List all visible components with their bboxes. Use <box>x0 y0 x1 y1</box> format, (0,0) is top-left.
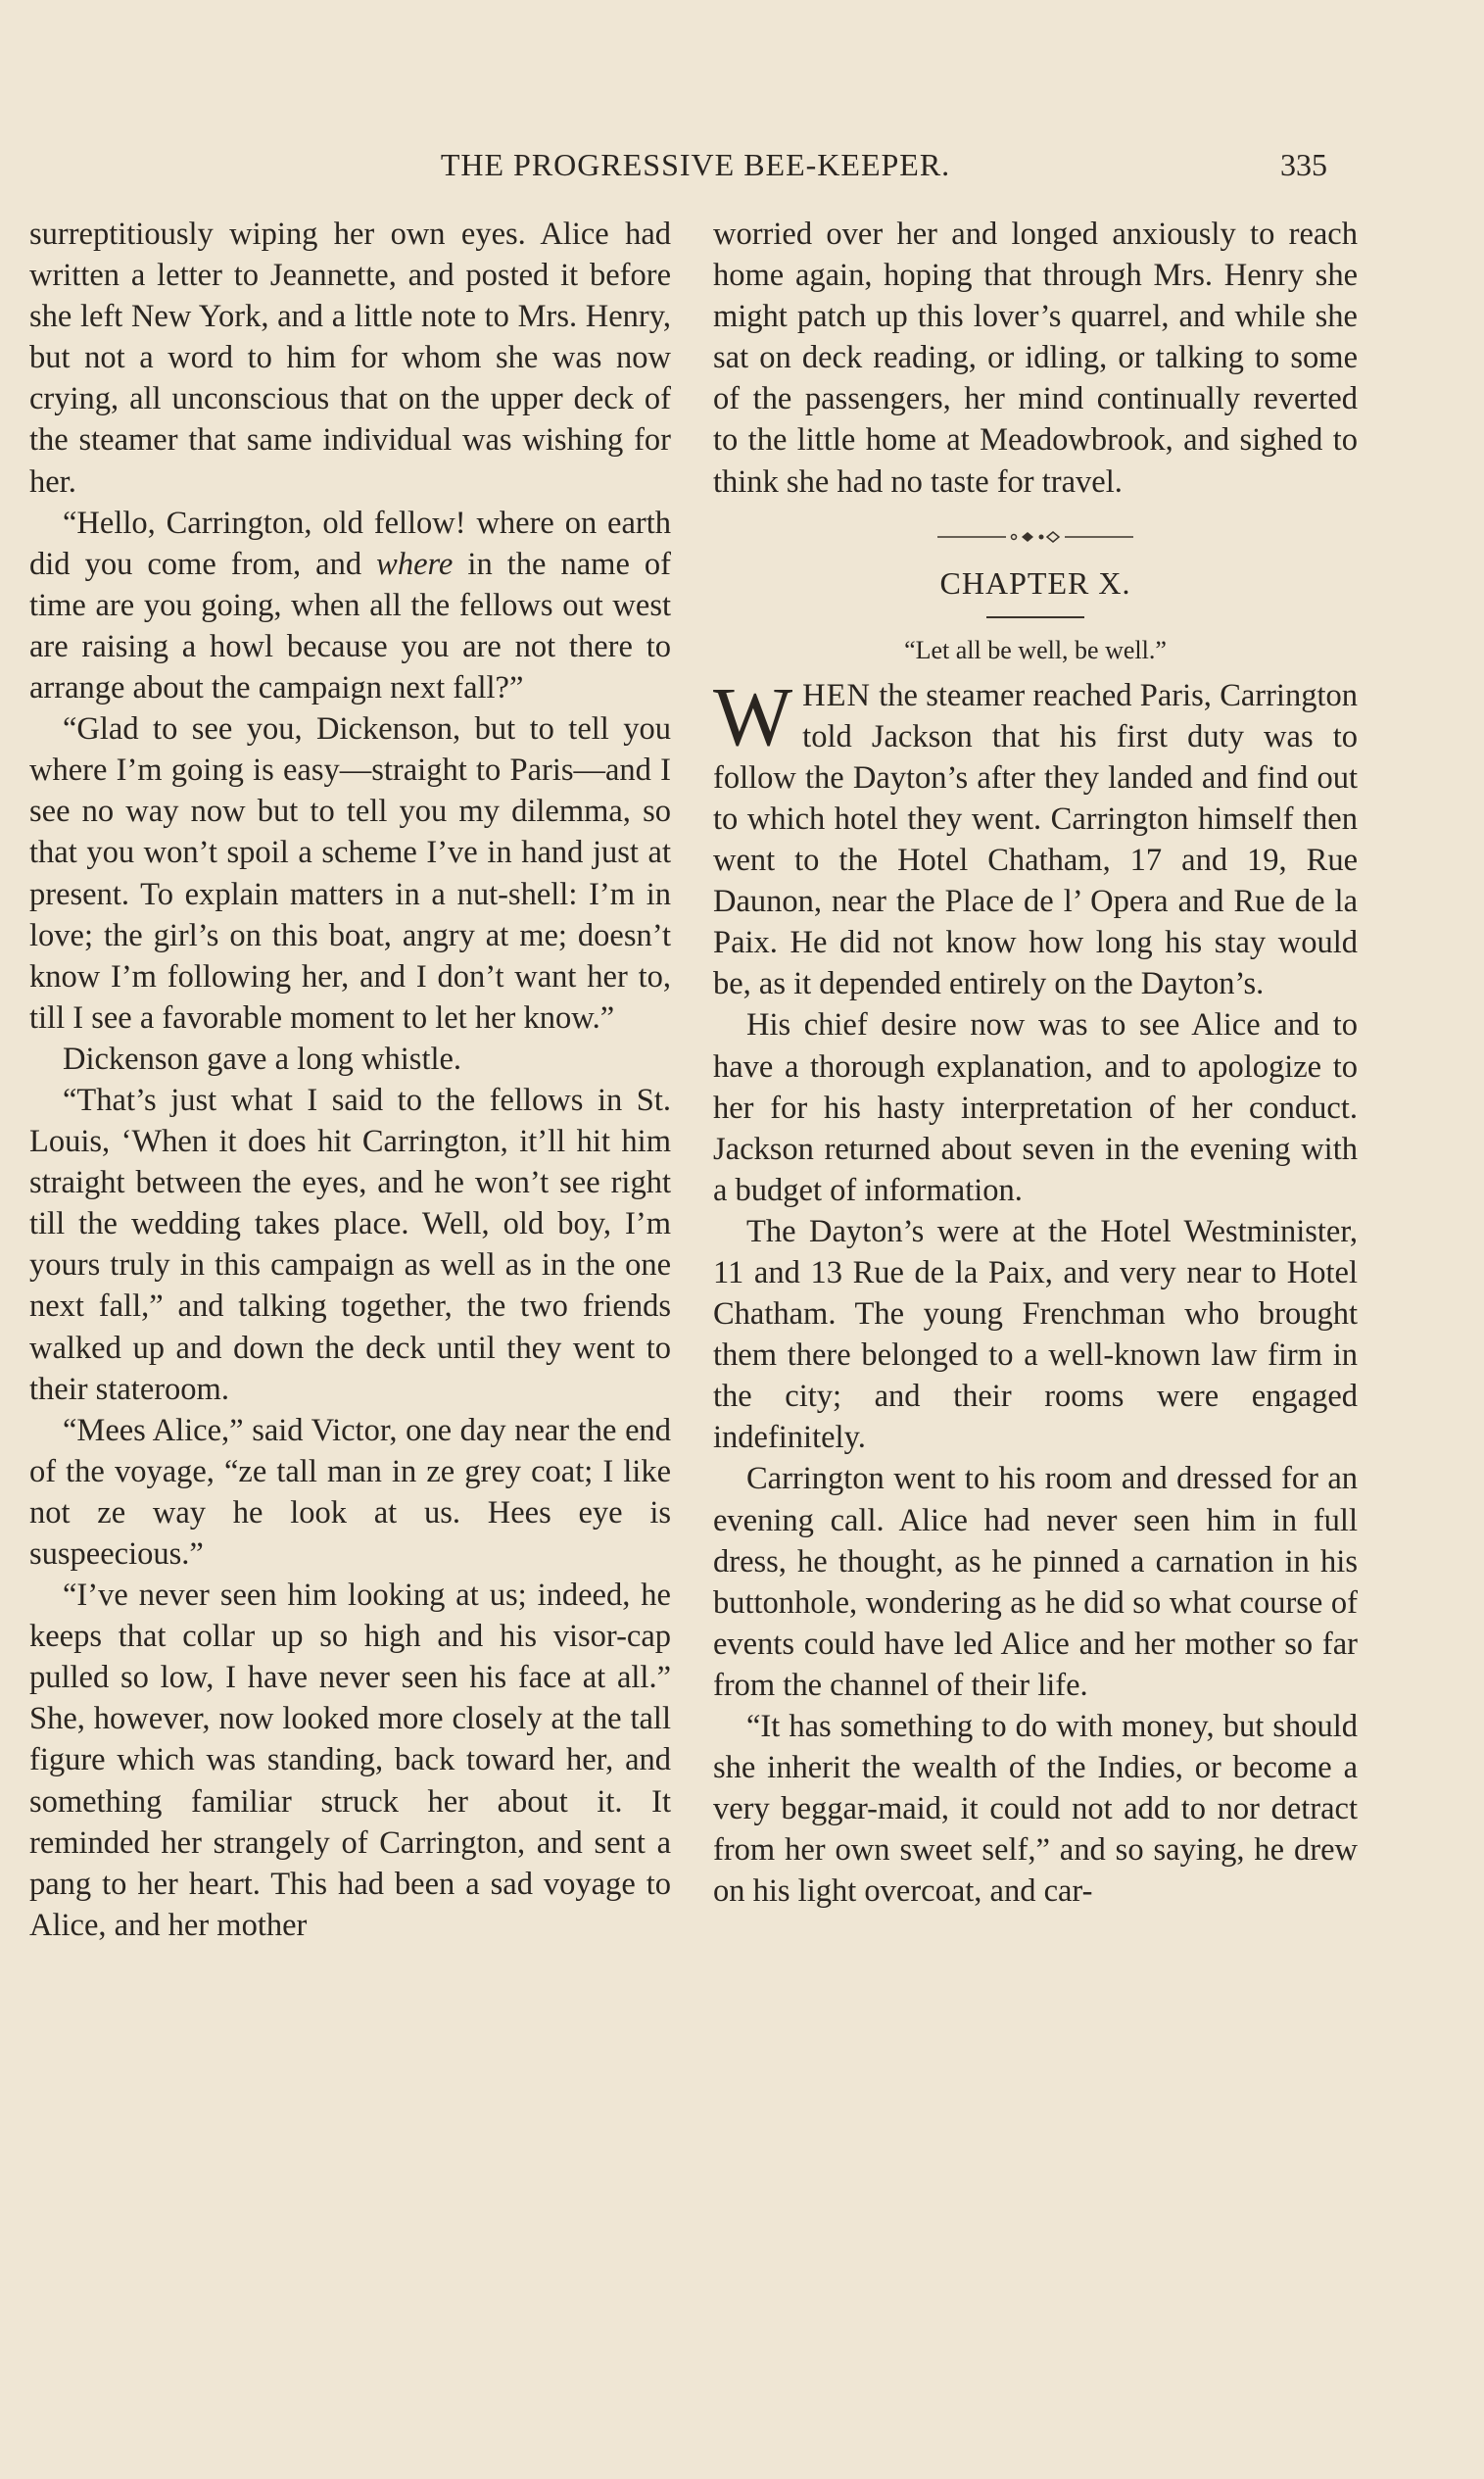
chapter-title: CHAPTER X. <box>939 564 1131 601</box>
paragraph <box>713 668 1358 1005</box>
paragraph: surreptitiously wiping her own eyes. Alice had written a letter to Jeannette, and posted it before she left New York, and a little note to Mrs. Henry, but not a word to him for whom she was now crying, all unconscious that on the upper deck of the steamer that same individual was wishing for her. <box>29 217 671 500</box>
emphasis: where <box>376 546 454 582</box>
chapter-rule <box>986 616 1084 618</box>
paragraph: “It has something to do with money, but should she inherit the wealth of the Indies, or become a very beggar-maid, it could not add to nor detract from her own sweet self,” and so saying, he drew on his light overcoat, and car- <box>713 1709 1358 1910</box>
paragraph: “Glad to see you, Dickenson, but to tell you where I’m going is easy—straight to Paris—and I see no way now but to tell you my dilemma, so that you won’t spoil a scheme I’ve in hand just at present. To explain matters in a nut-shell: I’m in love; the girl’s on this boat, angry at me; doesn’t know I’m following her, and I don’t want her to, till I see a favorable moment to let her know.” <box>29 711 671 1036</box>
paragraph <box>29 503 671 708</box>
page-number: 335 <box>1280 147 1327 182</box>
text-run: “Hello, Carrington, old fellow! where on earth did you come from, and <box>29 505 671 582</box>
right-column <box>713 214 1358 1912</box>
paragraph: “Mees Alice,” said Victor, one day near the end of the voyage, “ze tall man in ze grey coat; I like not ze way he look at us. Hees eye is suspeecious.” <box>29 1412 671 1572</box>
drop-cap: W <box>713 668 793 763</box>
paragraph: The Dayton’s were at the Hotel Westminister, 11 and 13 Rue de la Paix, and very near to Hotel Chatham. The young Frenchman who brought them there belonged to a well-known law firm in the city; and their rooms were engaged indefinitely. <box>713 1213 1358 1456</box>
paragraph: “That’s just what I said to the fellows in St. Louis, ‘When it does hit Carrington, it’ll hit him straight between the eyes, and he won’t see right till the wedding takes place. Well, old boy, I’m yours truly in this campaign as well as in the one next fall,” and talking together, the two friends walked up and down the deck until they went to their stateroom. <box>29 1082 671 1407</box>
smallcaps-opening: HEN <box>802 677 871 713</box>
paragraph: worried over her and longed anxiously to reach home again, hoping that through Mrs. Henry she might patch up this lover’s quarrel, and while she sat on deck reading, or idling, or talking to some of the passengers, her mind continually reverted to the little home at Meadowbrook, and sighed to think she had no taste for travel. <box>713 217 1358 500</box>
paragraph: “I’ve never seen him looking at us; indeed, he keeps that collar up so high and his visor-cap pulled so low, I have never seen his face at all.” She, however, now looked more closely at the tall figure which was standing, back toward her, and something familiar struck her about it. It reminded her strangely of Carrington, and sent a pang to her heart. This had been a sad voyage to Alice, and her mother <box>29 1578 671 1943</box>
left-column <box>29 214 671 1946</box>
running-head: THE PROGRESSIVE BEE-KEEPER. <box>440 147 951 182</box>
paragraph: Carrington went to his room and dressed for an evening call. Alice had never seen him in full dress, he thought, as he pinned a carnation in his buttonhole, wondering as he did so what course of events could have led Alice and her mother so far from the channel of their life. <box>713 1461 1358 1703</box>
paragraph: Dickenson gave a long whistle. <box>63 1041 462 1077</box>
epigraph: “Let all be well, be well.” <box>904 635 1167 664</box>
paragraph: His chief desire now was to see Alice and to have a thorough explanation, and to apologize to her for his hasty interpretation of her conduct. Jackson returned about seven in the evening with a budget of information. <box>713 1007 1358 1208</box>
text-run: the steamer reached Paris, Carrington told Jackson that his first duty was to follow the Dayton’s after they landed and find out to which hotel they went. Carrington himself then went to the Hotel Chatham, 17 and 19, Rue Daunon, near the Place de l’ Opera and Rue de la Paix. He did not know how long his stay would be, as it depended entirely on the Dayton’s. <box>713 677 1358 1002</box>
ornament-divider-icon <box>937 530 1133 544</box>
text-run: in the name of time are you going, when all the fellows out west are raising a howl because you are not there to arrange about the campaign next fall?” <box>29 546 672 706</box>
